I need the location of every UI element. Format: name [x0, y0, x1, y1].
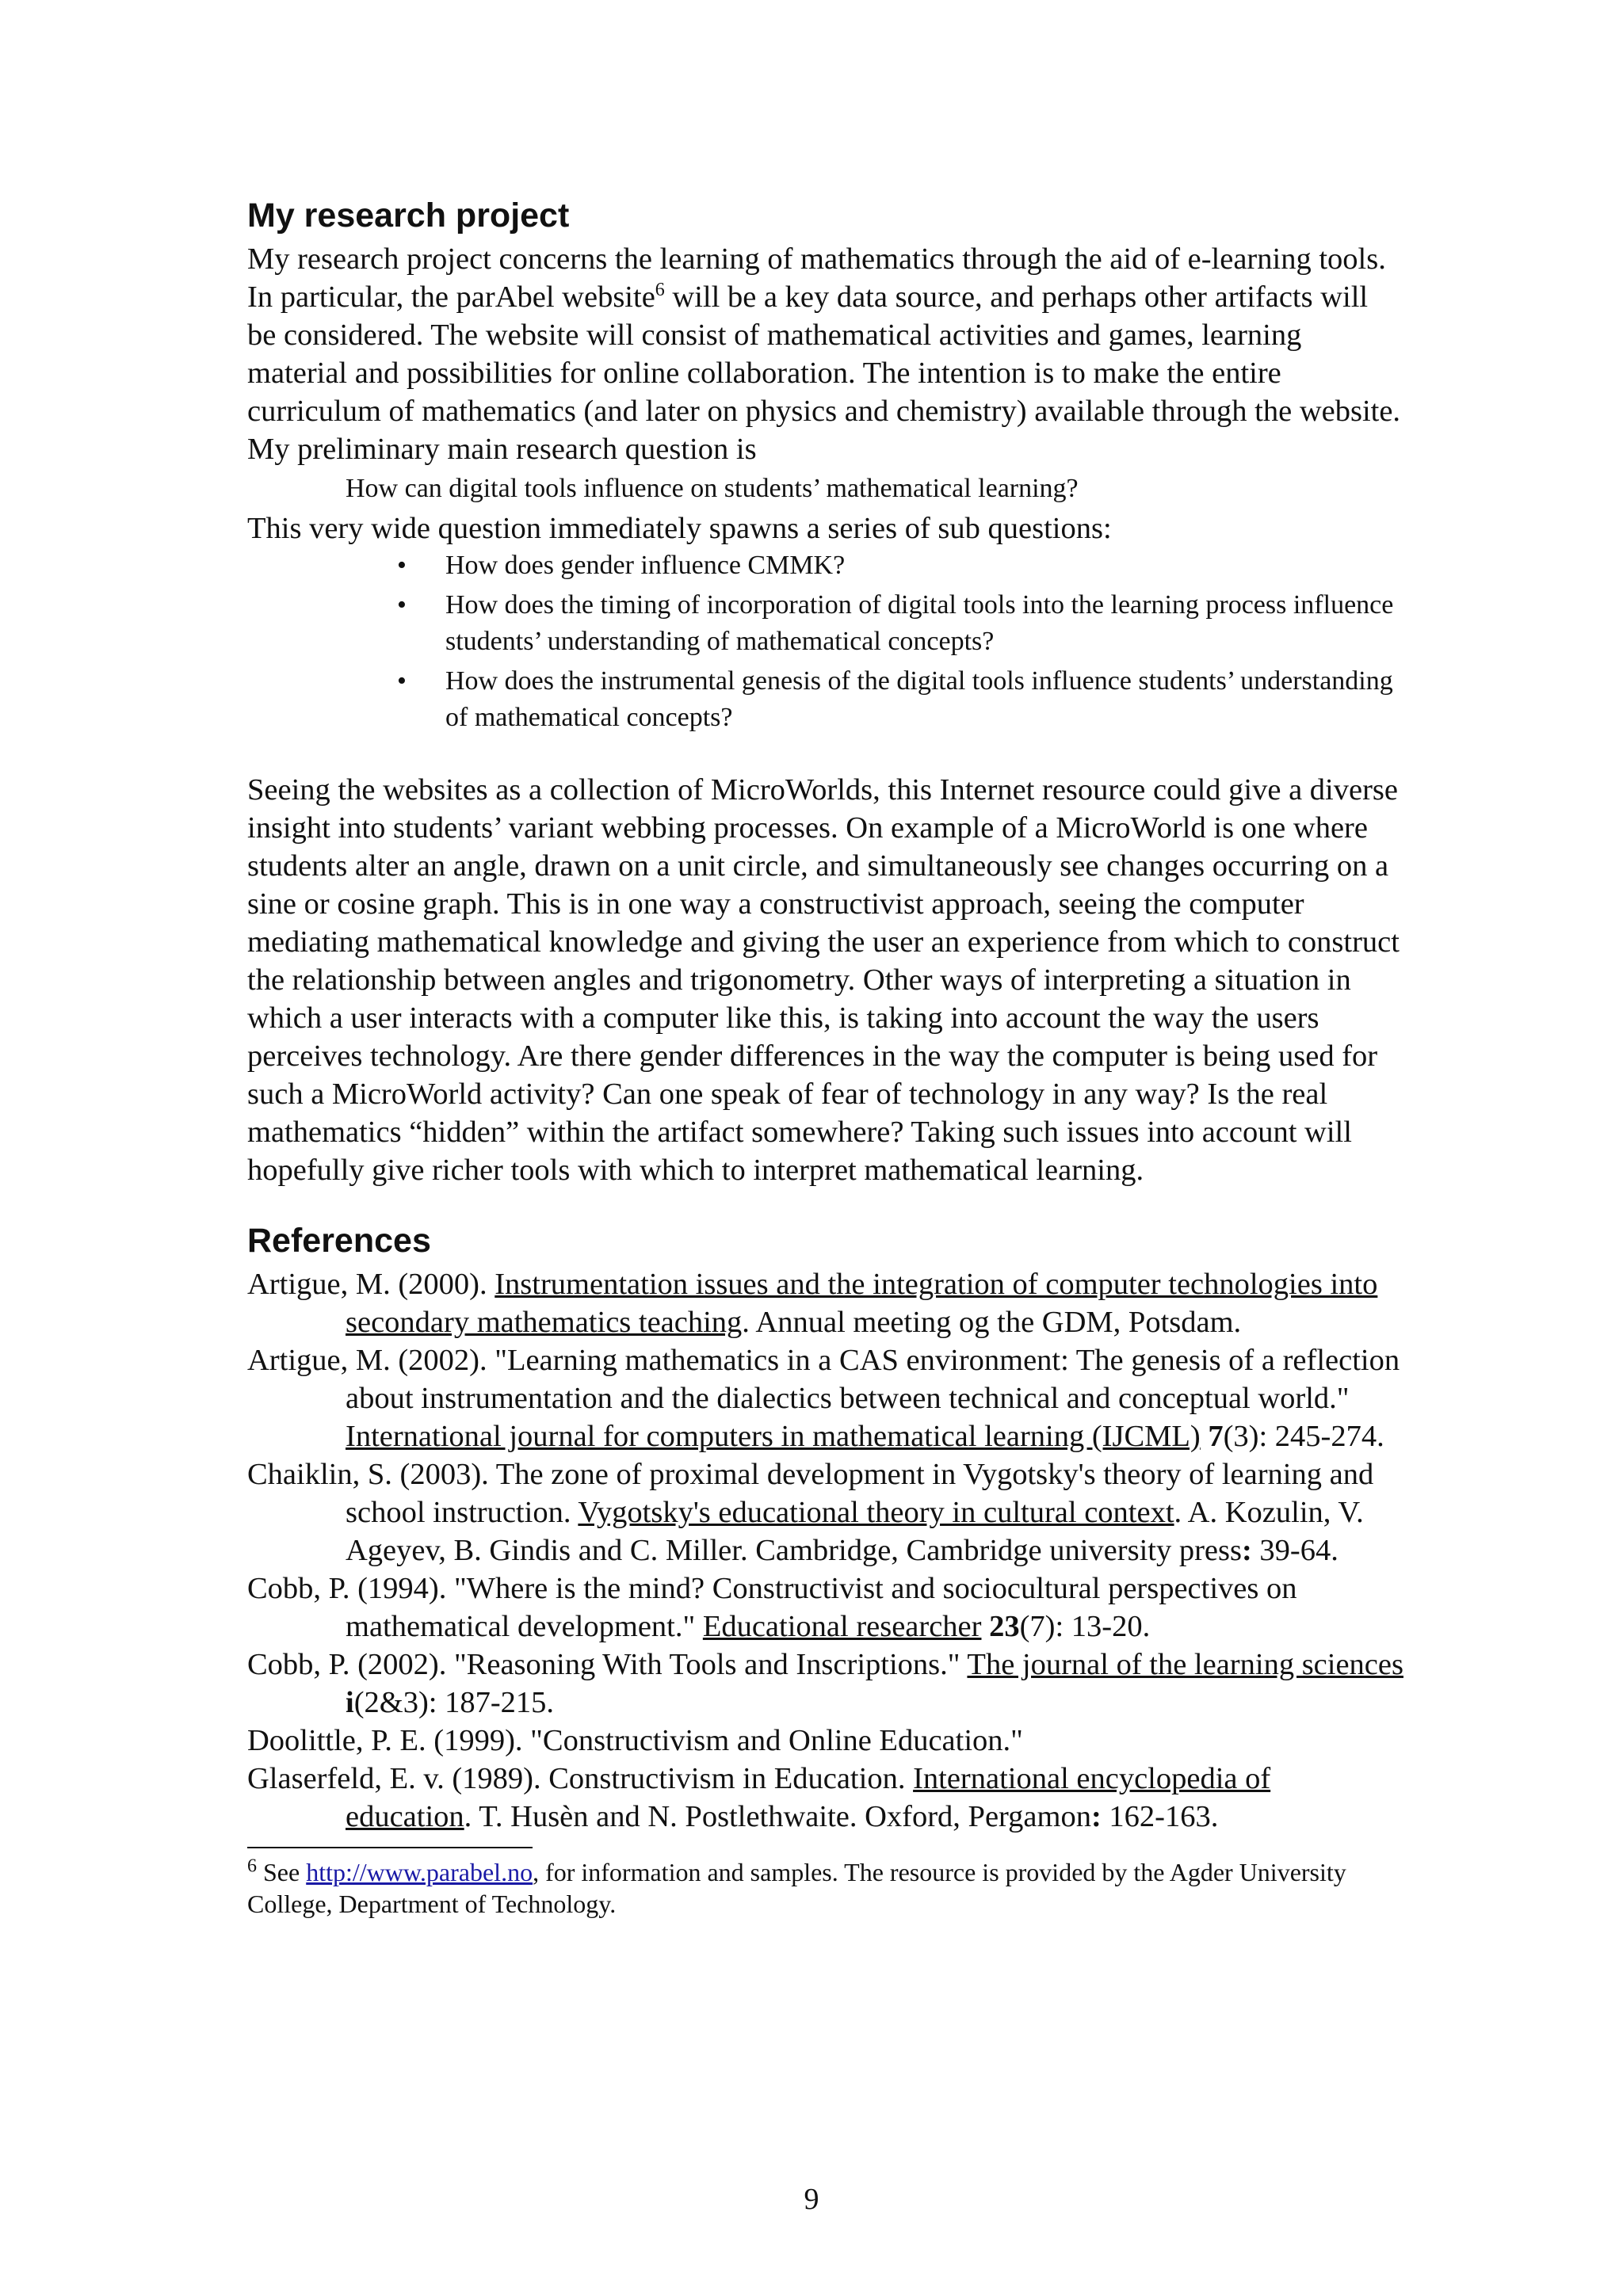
- bullet-icon: •: [397, 551, 407, 580]
- list-item: [247, 587, 1404, 660]
- parabel-link[interactable]: http://www.parabel.no: [306, 1858, 533, 1886]
- reference-text: (7): 13-20.: [1019, 1610, 1151, 1643]
- list-item: [247, 547, 1404, 584]
- reference-text: Cobb, P. (2002). "Reasoning With Tools and Inscriptions.": [247, 1648, 968, 1681]
- reference-volume: 23: [989, 1610, 1020, 1643]
- bullet-icon: •: [397, 590, 407, 620]
- document-page: [247, 194, 1404, 1920]
- bullet-icon: •: [397, 666, 407, 696]
- reference-text: (3): 245-274.: [1223, 1420, 1384, 1453]
- section-heading-research-project: My research project: [247, 196, 570, 235]
- section-heading-references: References: [247, 1222, 431, 1260]
- footnote-number: 6: [247, 1855, 257, 1877]
- reference-title: The journal of the learning sciences: [967, 1648, 1403, 1681]
- footnote-6: [247, 1856, 1404, 1920]
- reference-title: Vygotsky's educational theory in cultural context: [578, 1496, 1174, 1529]
- reference-title: Educational researcher: [702, 1610, 982, 1643]
- list-item: [247, 663, 1404, 736]
- reference-text: 39-64.: [1251, 1534, 1338, 1567]
- reference-volume: 7: [1208, 1420, 1224, 1453]
- footnote-divider: [247, 1847, 533, 1848]
- reference-text: Chaiklin, S. (2003). The zone of proximal development in Vygotsky's theory of learning and school instruction.: [247, 1458, 1374, 1529]
- reference-item-cobb-1994: [247, 1569, 1404, 1646]
- paragraph-microworlds: Seeing the websites as a collection of MicroWorlds, this Internet resource could give a diverse insight into students’ variant webbing processes. On example of a MicroWorld is one where students alter an angle, drawn on a unit circle, and simultaneously see changes occurring on a sine or cosine graph. This is in one way a constructivist approach, seeing the computer mediating mathematical knowledge and giving the user an experience from which to construct the relationship between angles and trigonometry. Other ways of interpreting a situation in which a user interacts with a computer like this, is taking into account the way the users perceives technology. Are there gender differences in the way the computer is being used for such a MicroWorld activity? Can one speak of fear of technology in any way? Is the real mathematics “hidden” within the artifact somewhere? Taking such issues into account will hopefully give richer tools with which to interpret mathematical learning.: [247, 773, 1400, 1187]
- footnote-text: See: [257, 1858, 307, 1886]
- reference-item-doolittle-1999: [247, 1722, 1404, 1760]
- reference-text: (2&3): 187-215.: [353, 1686, 555, 1719]
- footnote-ref-6[interactable]: 6: [655, 280, 665, 301]
- sub-question-list: [247, 547, 1404, 736]
- reference-title: International encyclopedia of education: [346, 1762, 1271, 1833]
- reference-item-cobb-2002: [247, 1646, 1404, 1722]
- paragraph-intro: [247, 240, 1404, 430]
- reference-text: [981, 1610, 989, 1643]
- sub-question-text: How does gender influence CMMK?: [445, 551, 846, 580]
- reference-text: . T. Husèn and N. Postlethwaite. Oxford, Pergamon: [464, 1800, 1091, 1833]
- main-research-question: How can digital tools influence on students’ mathematical learning?: [346, 474, 1079, 503]
- reference-text: 162-163.: [1101, 1800, 1219, 1833]
- question-intro: My preliminary main research question is: [247, 433, 757, 466]
- reference-text: Artigue, M. (2000).: [247, 1268, 495, 1301]
- reference-item-artigue-2000: [247, 1265, 1404, 1341]
- paragraph-intro-text: My research project concerns the learning of mathematics through the aid of e-learning tools. In particular, the parAbel website: [247, 242, 1386, 314]
- spacer: [247, 739, 1404, 771]
- reference-text: Doolittle, P. E. (1999). "Constructivism and Online Education.": [247, 1724, 1023, 1757]
- reference-text: [1201, 1420, 1209, 1453]
- reference-item-artigue-2002: [247, 1341, 1404, 1455]
- reference-item-glaserfeld-1989: [247, 1760, 1404, 1836]
- reference-text: . A. Kozulin, V. Ageyev, B. Gindis and C. Miller. Cambridge, Cambridge university press: [346, 1496, 1364, 1567]
- reference-colon: :: [1090, 1800, 1102, 1833]
- footnote-text: , for information and samples. The resource is provided by the Agder University College, Department of Technology.: [247, 1858, 1346, 1918]
- reference-text: . Annual meeting og the GDM, Potsdam.: [742, 1306, 1242, 1339]
- sub-question-intro: This very wide question immediately spawns a series of sub questions:: [247, 512, 1112, 545]
- sub-question-text: How does the timing of incorporation of digital tools into the learning process influence students’ understanding of mathematical concepts?: [445, 590, 1394, 656]
- reference-colon: :: [1241, 1534, 1252, 1567]
- reference-title: Instrumentation issues and the integration of computer technologies into secondary mathematics teaching: [346, 1268, 1378, 1339]
- reference-volume: i: [346, 1686, 354, 1719]
- sub-question-text: How does the instrumental genesis of the digital tools influence students’ understanding of mathematical concepts?: [445, 666, 1393, 732]
- reference-text: Artigue, M. (2002). "Learning mathematics in a CAS environment: The genesis of a reflection about instrumentation and the dialectics between technical and conceptual world.": [247, 1344, 1400, 1415]
- reference-text: Cobb, P. (1994). "Where is the mind? Constructivist and sociocultural perspectives on mathematical development.": [247, 1572, 1297, 1643]
- reference-text: Glaserfeld, E. v. (1989). Constructivism in Education.: [247, 1762, 914, 1795]
- reference-title: International journal for computers in mathematical learning (IJCML): [346, 1420, 1201, 1453]
- page-number: 9: [804, 2183, 819, 2216]
- reference-item-chaiklin-2003: [247, 1455, 1404, 1569]
- paragraph-intro-text-cont: will be a key data source, and perhaps other artifacts will be considered. The website will consist of mathematical activities and games, learning material and possibilities for online collaboration. The intention is to make the entire curriculum of mathematics (and later on physics and chemistry) available through the website.: [247, 280, 1401, 428]
